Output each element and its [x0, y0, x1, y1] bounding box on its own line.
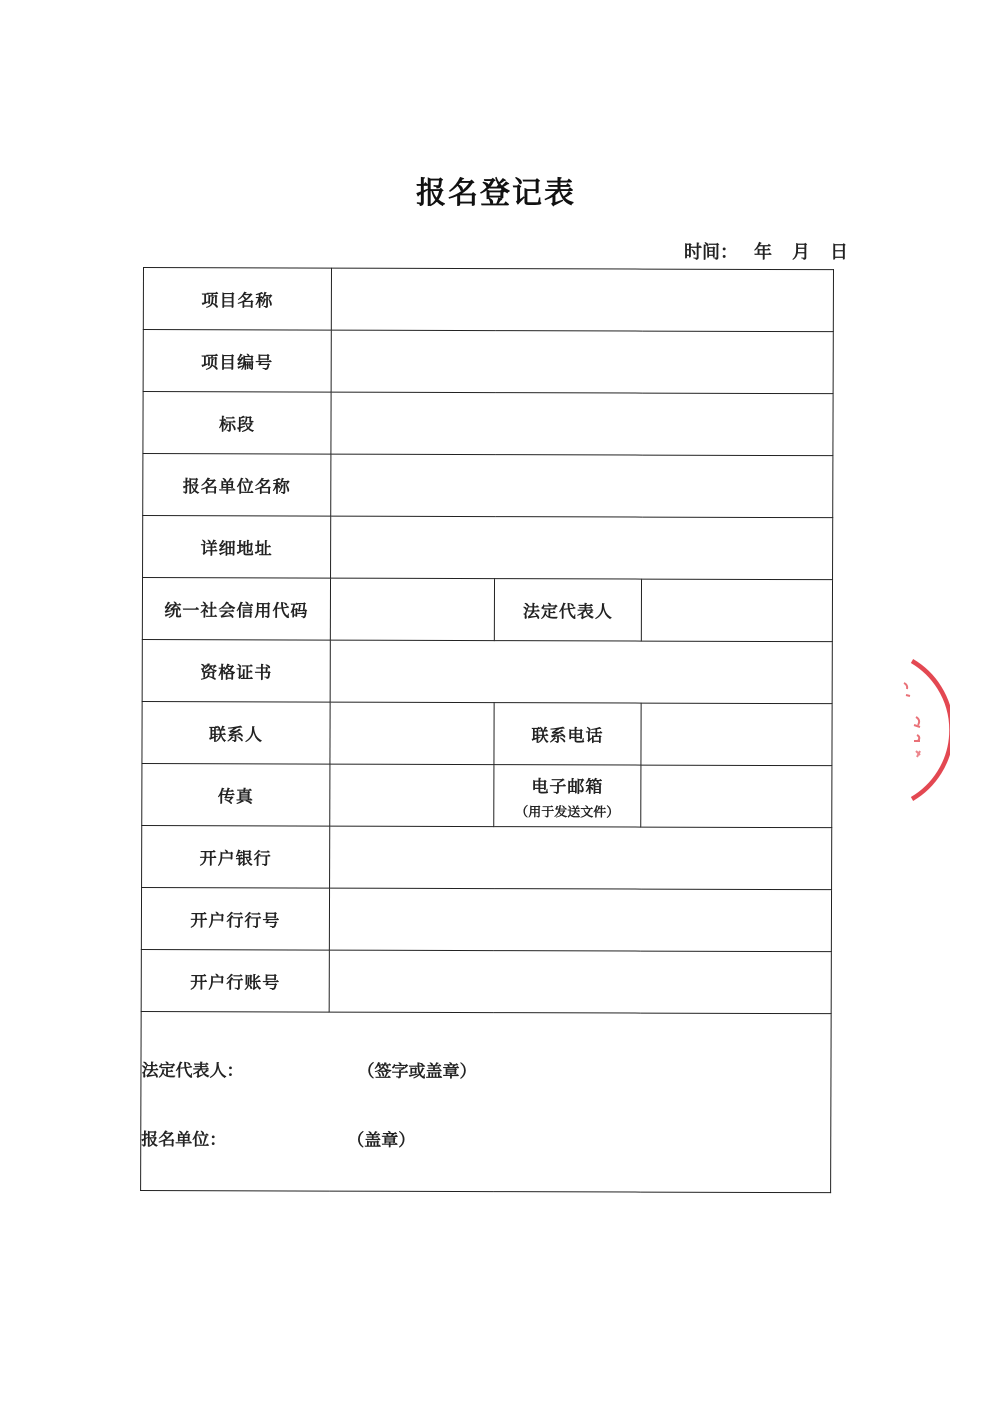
signature-area	[141, 1011, 832, 1192]
bank-field[interactable]	[330, 826, 832, 890]
date-year: 年	[754, 242, 772, 263]
row-account	[141, 949, 831, 1013]
date-month: 月	[792, 242, 810, 263]
row-contact	[142, 701, 832, 765]
address-label: 详细地址	[143, 516, 331, 579]
credit-code-label: 统一社会信用代码	[142, 578, 330, 641]
address-field[interactable]	[331, 516, 833, 580]
bank-no-field[interactable]	[329, 888, 831, 952]
fax-label: 传真	[142, 763, 330, 826]
project-no-field[interactable]	[331, 330, 833, 394]
company-sign-row	[141, 1125, 416, 1151]
row-company	[143, 454, 833, 518]
contact-field[interactable]	[330, 702, 494, 765]
company-label: 报名单位名称	[143, 454, 331, 517]
row-fax	[142, 763, 832, 827]
email-sublabel: （用于发送文件）	[515, 804, 620, 820]
company-sign-note: （盖章）	[347, 1130, 416, 1151]
row-project-no	[143, 330, 833, 394]
section-label: 标段	[143, 392, 331, 455]
project-name-field[interactable]	[331, 268, 833, 332]
company-sign-label: 报名单位：	[141, 1129, 227, 1151]
row-bank-no	[141, 887, 831, 951]
contact-label: 联系人	[142, 701, 330, 764]
registration-form-table	[140, 267, 834, 1193]
seal-stamp-fragment	[890, 655, 950, 805]
account-field[interactable]	[329, 950, 831, 1014]
bank-no-label: 开户行行号	[141, 887, 329, 950]
qualification-label: 资格证书	[142, 639, 330, 702]
row-signature	[141, 1011, 832, 1192]
legal-rep-sign-row	[141, 1056, 477, 1083]
credit-code-field[interactable]	[330, 578, 494, 641]
legal-rep-label: 法定代表人	[494, 579, 641, 641]
email-label: 电子邮箱	[531, 776, 604, 797]
date-label: 时间：	[684, 242, 738, 263]
section-field[interactable]	[331, 392, 833, 456]
row-section	[143, 392, 833, 456]
date-line	[684, 238, 848, 264]
fax-field[interactable]	[330, 764, 494, 827]
project-no-label: 项目编号	[143, 330, 331, 393]
project-name-label: 项目名称	[143, 268, 331, 331]
email-field[interactable]	[641, 765, 832, 828]
legal-rep-field[interactable]	[641, 579, 832, 642]
legal-rep-sign-note: （签字或盖章）	[357, 1061, 477, 1083]
row-project-name	[143, 268, 833, 332]
bank-label: 开户银行	[142, 825, 330, 888]
company-field[interactable]	[331, 454, 833, 518]
phone-label: 联系电话	[494, 703, 641, 765]
phone-field[interactable]	[641, 703, 832, 766]
email-label-cell	[494, 765, 641, 827]
qualification-field[interactable]	[330, 640, 832, 704]
page-title: 报名登记表	[416, 176, 576, 211]
row-qualification	[142, 639, 832, 703]
seal-stamp-icon	[890, 655, 950, 805]
legal-rep-sign-label: 法定代表人：	[141, 1060, 244, 1082]
row-bank	[142, 825, 832, 889]
date-day: 日	[830, 242, 848, 263]
row-address	[143, 516, 833, 580]
row-credit-code	[142, 578, 832, 642]
account-label: 开户行账号	[141, 949, 329, 1012]
